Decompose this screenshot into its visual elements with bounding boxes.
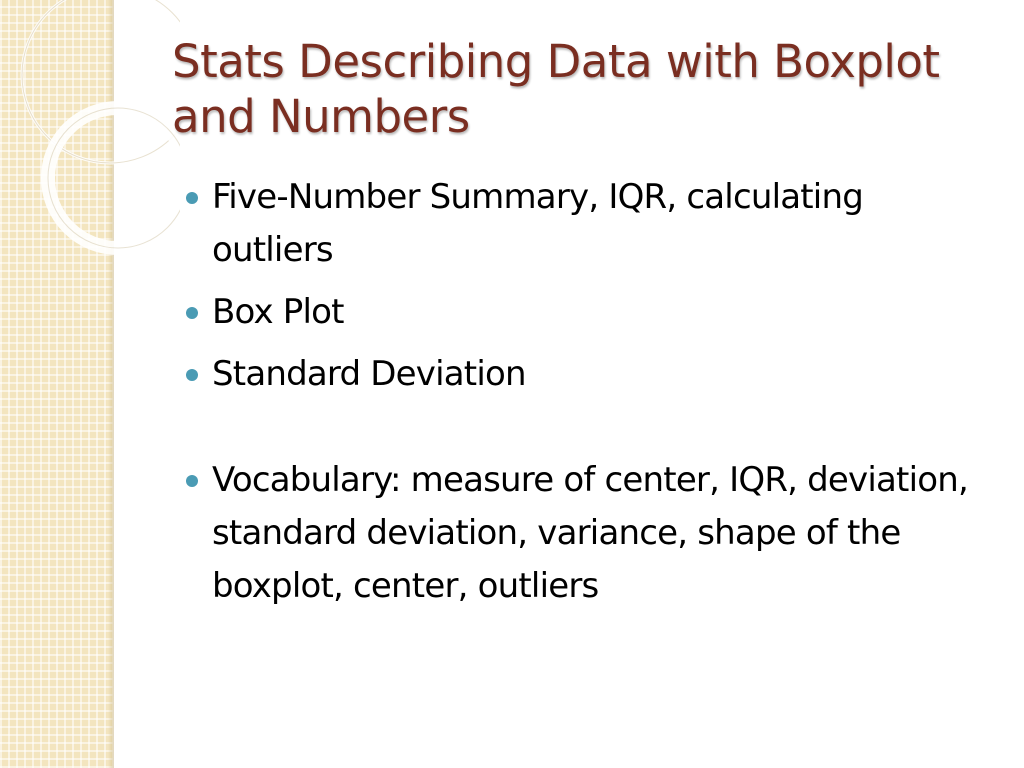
bullet-item [186,286,986,339]
bullet-marker-icon [186,307,198,319]
bullet-text: Vocabulary: measure of center, IQR, deviation, standard deviation, variance, shape of the boxplot, center, outliers [212,460,968,606]
slide-title: Stats Describing Data with Boxplot and Numbers [172,35,940,143]
bullet-item [186,171,986,277]
bullet-text: Five-Number Summary, IQR, calculating outliers [212,177,863,270]
bullet-marker-icon [186,192,198,204]
bullet-marker-icon [186,475,198,487]
side-panel-edge [108,0,114,768]
bullet-list [186,171,986,622]
bullet-text: Standard Deviation [212,354,526,394]
bullet-marker-icon [186,369,198,381]
decorative-side-panel [0,0,113,768]
bullet-item [186,454,986,613]
bullet-item [186,348,986,401]
bullet-text: Box Plot [212,292,344,332]
